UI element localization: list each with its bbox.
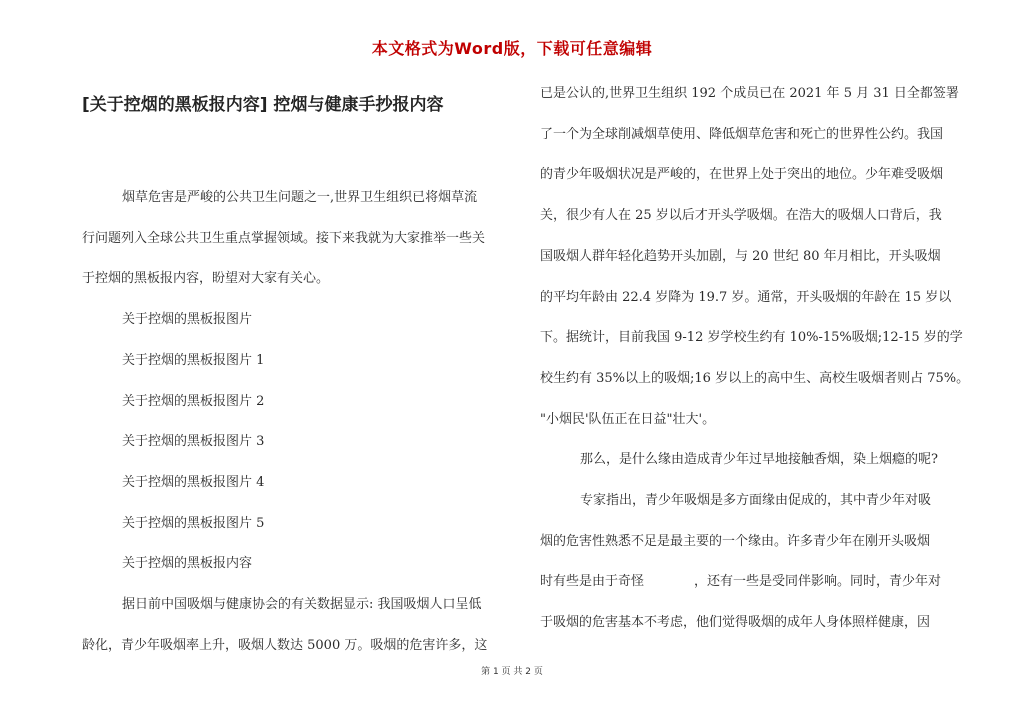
line-part: 时有些是由于奇怪 <box>540 574 645 590</box>
paragraph-line <box>540 562 970 603</box>
editable-word-banner: 本文格式为Word版，下载可任意编辑 <box>371 39 653 58</box>
paragraph-line: 那么，是什么缘由造成青少年过早地接触香烟，染上烟瘾的呢? <box>580 452 938 468</box>
paragraph-line: 下。据统计，目前我国 9-12 岁学校生约有 10%-15%吸烟;12-15 岁的学 <box>540 330 963 346</box>
paragraph-line: 烟的危害性熟悉不足是最主要的一个缘由。许多青少年在刚开头吸烟 <box>540 533 931 549</box>
image-caption: 关于控烟的黑板报图片 4 <box>122 474 265 490</box>
image-caption: 关于控烟的黑板报图片 1 <box>122 352 265 368</box>
paragraph-line: 的青少年吸烟状况是严峻的，在世界上处于突出的地位。少年难受吸烟 <box>540 167 944 183</box>
paragraph-line: 关，很少有人在 25 岁以后才开头学吸烟。在浩大的吸烟人口背后，我 <box>540 208 942 224</box>
paragraph-line: 烟草危害是严峻的公共卫生问题之一,世界卫生组织已将烟草流 <box>122 190 478 205</box>
paragraph-line: 国吸烟人群年轻化趋势开头加剧，与 20 世纪 80 年月相比，开头吸烟 <box>540 248 941 264</box>
paragraph-line: 于控烟的黑板报内容，盼望对大家有关心。 <box>82 271 330 287</box>
paragraph-line: 龄化，青少年吸烟率上升，吸烟人数达 5000 万。吸烟的危害许多，这 <box>82 637 488 653</box>
paragraph-line: 专家指出，青少年吸烟是多方面缘由促成的，其中青少年对吸 <box>580 493 932 509</box>
page-number-footer: 第 1 页 共 2 页 <box>481 667 543 677</box>
image-caption: 关于控烟的黑板报图片 5 <box>122 515 265 531</box>
paragraph-line: 已是公认的,世界卫生组织 192 个成员已在 2021 年 5 月 31 日全都签署 <box>540 86 959 101</box>
image-caption: 关于控烟的黑板报图片 2 <box>122 393 265 409</box>
section-heading: 关于控烟的黑板报内容 <box>122 556 253 572</box>
paragraph-line: 行问题列入全球公共卫生重点掌握领域。接下来我就为大家推举一些关 <box>82 230 486 246</box>
left-column <box>82 178 512 666</box>
image-caption: 关于控烟的黑板报图片 3 <box>122 434 265 450</box>
right-column <box>540 74 970 644</box>
paragraph-line: 了一个为全球削减烟草使用、降低烟草危害和死亡的世界性公约。我国 <box>540 126 944 142</box>
image-caption: 关于控烟的黑板报图片 <box>122 312 253 328</box>
paragraph-line: 校生约有 35%以上的吸烟;16 岁以上的高中生、高校生吸烟者则占 75%。 <box>540 370 970 386</box>
paragraph-line: "小烟民'队伍正在日益"壮大'。 <box>540 411 716 427</box>
paragraph-line: 据日前中国吸烟与健康协会的有关数据显示: 我国吸烟人口呈低 <box>122 597 482 613</box>
document-title: [关于控烟的黑板报内容] 控烟与健康手抄报内容 <box>82 95 444 115</box>
paragraph-line: 于吸烟的危害基本不考虑，他们觉得吸烟的成年人身体照样健康，因 <box>540 615 931 631</box>
paragraph-line: 的平均年龄由 22.4 岁降为 19.7 岁。通常，开头吸烟的年龄在 15 岁以 <box>540 289 952 305</box>
line-part: ，还有一些是受同伴影响。同时，青少年对 <box>694 574 942 590</box>
